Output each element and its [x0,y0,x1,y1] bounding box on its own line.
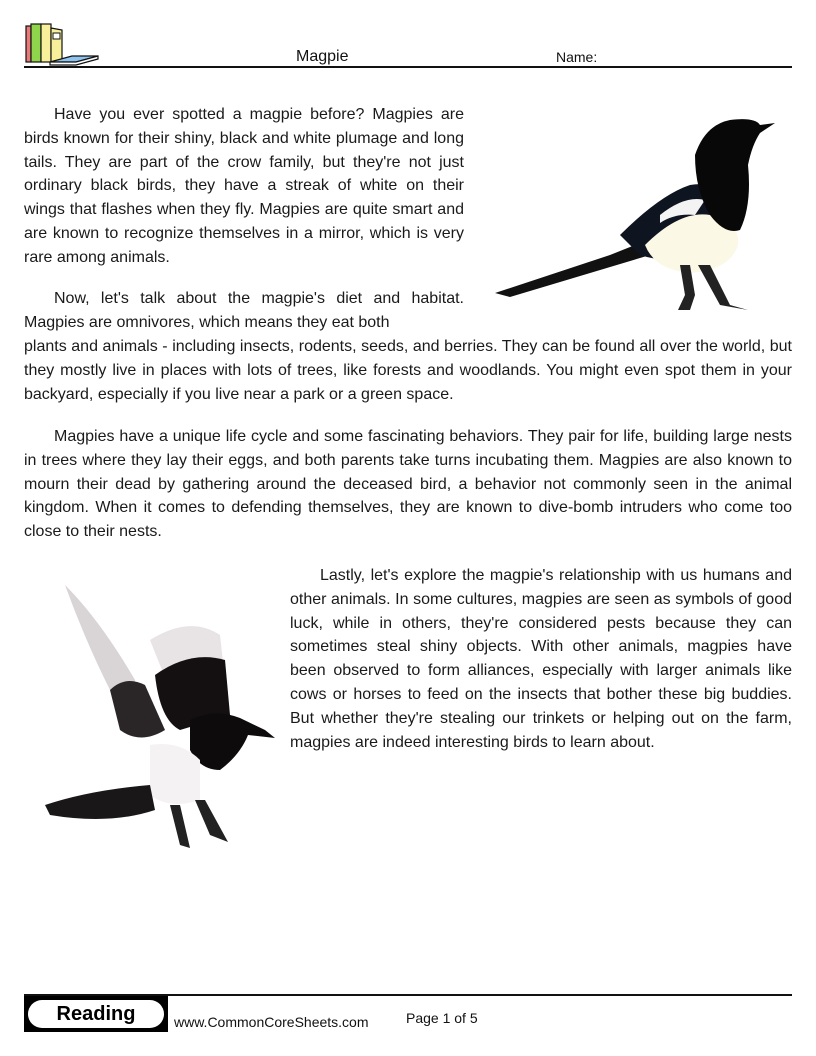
name-label: Name: [556,49,598,65]
paragraph-4-text: Lastly, let's explore the magpie's relationship with us humans and other animals. In some cultures, magpies are seen as symbols of good luck, while in others, they're considered pests because they can sometimes steal shiny objects. With other animals, magpies have been observed to form alliances, especially with larger animals like cows or horses to feed on the insects that bother these big buddies. But whether they're stealing our trinkets or helping out on the farm, magpies are indeed interesting birds to learn about. [290,567,792,751]
perched-magpie-image [490,105,790,325]
worksheet-footer [24,994,792,1032]
books-logo-icon [24,22,104,66]
paragraph-2-text-part1: Now, let's talk about the magpie's diet and habitat. Magpies are omnivores, which means they eat both [24,290,464,331]
paragraph-2-text-part2: plants and animals - including insects, rodents, seeds, and berries. They can be found all over the world, but they mostly live in places with lots of trees, like forests and woodlands. You might even spot them in your backyard, especially if you live near a park or a green space. [24,338,792,403]
paragraph-1-text: Have you ever spotted a magpie before? Magpies are birds known for their shiny, black and white plumage and long tails. They are part of the crow family, but they're not just ordinary black birds, they have a streak of white on their wings that flashes when they fly. Magpies are quite smart and are known to recognize themselves in a mirror, which is very rare among animals. [24,106,464,266]
worksheet-header [24,22,792,68]
reading-badge-frame [24,996,168,1032]
paragraph-3-text: Magpies have a unique life cycle and some fascinating behaviors. They pair for life, building large nests in trees where they lay their eggs, and both parents take turns incubating them. Magpies are also known to mourn their dead by gathering around the deceased bird, a behavior not commonly seen in the animal kingdom. When it comes to defending themselves, they are known to dive-bomb intruders who come too close to their nests. [24,428,792,541]
paragraph-2-continued [24,335,792,406]
flying-magpie-image [40,580,285,860]
page-number: Page 1 of 5 [406,1010,478,1026]
reading-badge: Reading [28,1000,164,1028]
header-divider [24,66,792,68]
paragraph-4 [290,564,792,754]
paragraph-1 [24,103,464,270]
paragraph-3 [24,425,792,544]
paragraph-2-wrapped [24,287,464,335]
site-url: www.CommonCoreSheets.com [174,1014,369,1030]
page-title: Magpie [296,48,349,65]
